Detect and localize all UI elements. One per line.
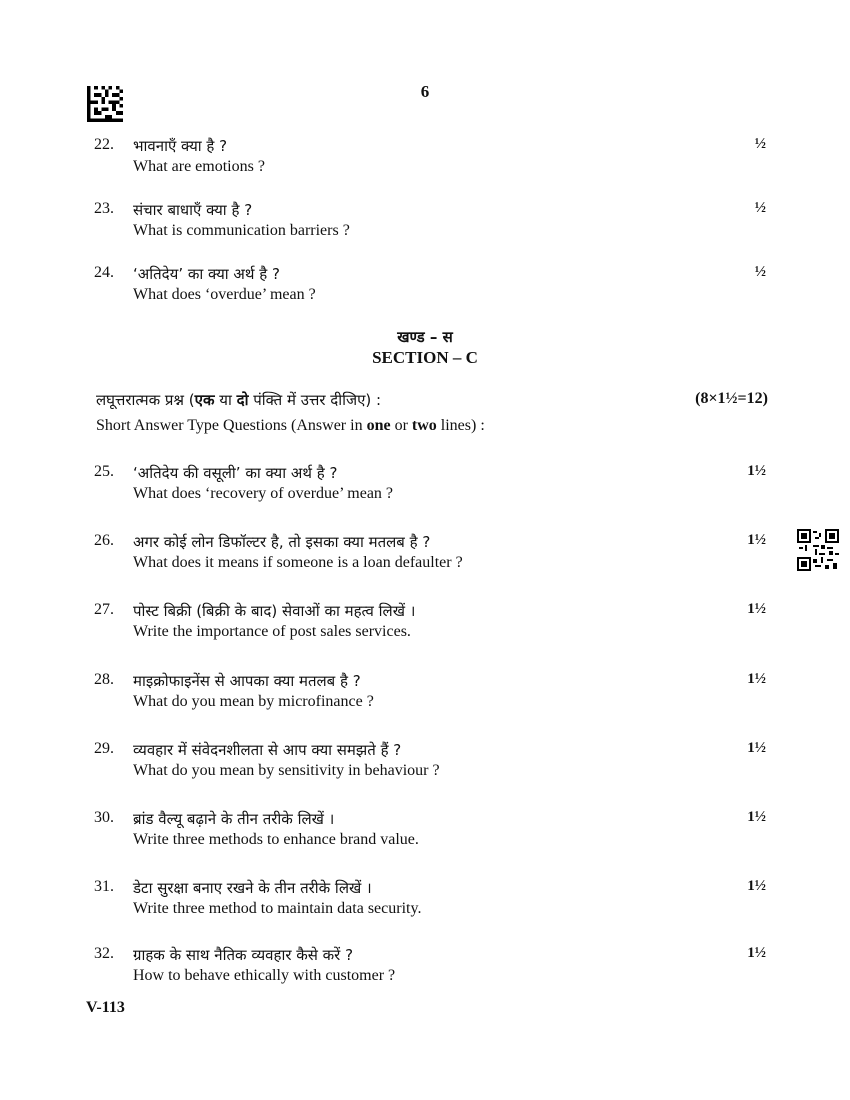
question-hindi: व्यवहार में संवेदनशीलता से आप क्या समझते हैं ? (133, 741, 402, 759)
question-marks: 1½ (747, 878, 766, 894)
section-title-hindi: खण्ड – स (397, 328, 453, 346)
section-marks-total: (8×1½=12) (695, 390, 768, 407)
question-marks: 1½ (747, 671, 766, 687)
question-english: What do you mean by microfinance ? (133, 693, 374, 710)
question-hindi: ग्राहक के साथ नैतिक व्यवहार कैसे करें ? (133, 946, 354, 964)
question-marks: ½ (754, 136, 766, 152)
section-title-english: SECTION – C (372, 348, 478, 367)
barcode-icon (86, 86, 124, 122)
question-number: 28. (94, 671, 114, 688)
question-number: 22. (94, 136, 114, 153)
question-marks: ½ (754, 264, 766, 280)
question-marks: 1½ (747, 740, 766, 756)
question-number: 27. (94, 601, 114, 618)
question-number: 30. (94, 809, 114, 826)
question-english: What does ‘recovery of overdue’ mean ? (133, 485, 394, 502)
question-hindi: डेटा सुरक्षा बनाए रखने के तीन तरीके लिखें । (133, 879, 372, 897)
paper-code: V-113 (86, 999, 125, 1016)
question-hindi: ‘अतिदेय’ का क्या अर्थ है ? (133, 265, 280, 283)
question-english: Write three methods to enhance brand value. (133, 831, 419, 848)
question-number: 25. (94, 463, 114, 480)
qr-code-icon (797, 529, 839, 571)
question-number: 32. (94, 945, 114, 962)
question-hindi: अगर कोई लोन डिफॉल्टर है, तो इसका क्या मतलब है ? (133, 533, 431, 551)
question-number: 24. (94, 264, 114, 281)
question-marks: 1½ (747, 601, 766, 617)
question-number: 29. (94, 740, 114, 757)
question-hindi: माइक्रोफाइनेंस से आपका क्या मतलब है ? (133, 672, 361, 690)
section-instruction-hindi: लघूत्तरात्मक प्रश्न (एक या दो पंक्ति में उत्तर दीजिए) : (96, 391, 382, 409)
question-number: 26. (94, 532, 114, 549)
question-english: What is communication barriers ? (133, 222, 350, 239)
question-english: What are emotions ? (133, 158, 265, 175)
question-english: Write three method to maintain data security. (133, 900, 422, 917)
question-english: What do you mean by sensitivity in behaviour ? (133, 762, 440, 779)
question-hindi: संचार बाधाएँ क्या है ? (133, 201, 253, 219)
page-number: 6 (420, 82, 430, 101)
question-marks: ½ (754, 200, 766, 216)
question-number: 31. (94, 878, 114, 895)
section-instruction-english: Short Answer Type Questions (Answer in one or two lines) : (96, 417, 485, 434)
question-marks: 1½ (747, 532, 766, 548)
question-number: 23. (94, 200, 114, 217)
question-hindi: भावनाएँ क्या है ? (133, 137, 228, 155)
question-english: What does it means if someone is a loan defaulter ? (133, 554, 463, 571)
question-marks: 1½ (747, 463, 766, 479)
question-marks: 1½ (747, 945, 766, 961)
question-hindi: पोस्ट बिक्री (बिक्री के बाद) सेवाओं का महत्व लिखें । (133, 602, 416, 620)
question-english: Write the importance of post sales services. (133, 623, 411, 640)
question-hindi: ‘अतिदेय की वसूली’ का क्या अर्थ है ? (133, 464, 338, 482)
question-english: What does ‘overdue’ mean ? (133, 286, 316, 303)
question-english: How to behave ethically with customer ? (133, 967, 396, 984)
question-marks: 1½ (747, 809, 766, 825)
question-hindi: ब्रांड वैल्यू बढ़ाने के तीन तरीके लिखें । (133, 810, 335, 828)
